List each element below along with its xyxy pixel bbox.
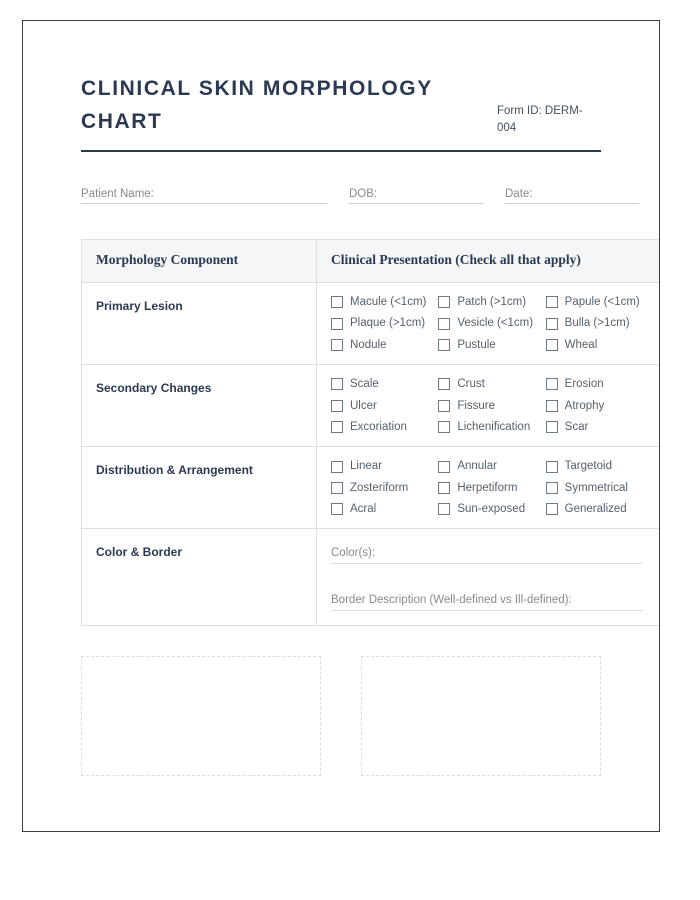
header-clinical-presentation: Clinical Presentation (Check all that apply) bbox=[317, 240, 660, 283]
placeholder-row bbox=[81, 656, 601, 776]
checkbox-icon[interactable] bbox=[331, 339, 343, 351]
morphology-table bbox=[81, 239, 660, 626]
checkbox-icon[interactable] bbox=[331, 296, 343, 308]
checkbox-item[interactable] bbox=[438, 295, 541, 309]
checkbox-item[interactable] bbox=[438, 377, 541, 391]
checkbox-label: Crust bbox=[457, 378, 485, 391]
checkbox-label: Patch (>1cm) bbox=[457, 296, 527, 309]
checkbox-label: Targetoid bbox=[564, 460, 612, 473]
dob-field[interactable] bbox=[349, 188, 483, 204]
checkbox-icon[interactable] bbox=[438, 339, 450, 351]
checkbox-item[interactable] bbox=[331, 399, 434, 413]
checkbox-icon[interactable] bbox=[546, 339, 558, 351]
checkbox-item[interactable] bbox=[331, 338, 434, 352]
checkbox-label: Annular bbox=[457, 460, 497, 473]
table-body bbox=[82, 283, 660, 626]
row-content-secondary-changes bbox=[317, 365, 660, 447]
header-morphology-component: Morphology Component bbox=[82, 240, 317, 283]
checkbox-label: Linear bbox=[350, 460, 382, 473]
checkbox-grid-primary-lesion bbox=[331, 295, 649, 352]
checkbox-item[interactable] bbox=[546, 459, 649, 473]
checkbox-icon[interactable] bbox=[546, 318, 558, 330]
row-content-primary-lesion bbox=[317, 283, 660, 365]
checkbox-label: Zosteriform bbox=[350, 481, 409, 494]
document-page bbox=[22, 20, 660, 832]
checkbox-item[interactable] bbox=[546, 338, 649, 352]
checkbox-label: Macule (<1cm) bbox=[350, 296, 427, 309]
checkbox-label: Bulla (>1cm) bbox=[564, 317, 630, 330]
checkbox-item[interactable] bbox=[438, 481, 541, 495]
checkbox-label: Scale bbox=[350, 378, 379, 391]
checkbox-item[interactable] bbox=[331, 420, 434, 434]
checkbox-label: Herpetiform bbox=[457, 481, 518, 494]
checkbox-label: Vesicle (<1cm) bbox=[457, 317, 534, 330]
checkbox-item[interactable] bbox=[438, 502, 541, 516]
checkbox-icon[interactable] bbox=[331, 461, 343, 473]
checkbox-label: Fissure bbox=[457, 399, 496, 412]
checkbox-grid-secondary-changes bbox=[331, 377, 649, 434]
checkbox-item[interactable] bbox=[331, 459, 434, 473]
checkbox-item[interactable] bbox=[331, 377, 434, 391]
checkbox-icon[interactable] bbox=[546, 503, 558, 515]
row-label-primary-lesion: Primary Lesion bbox=[82, 283, 317, 365]
checkbox-item[interactable] bbox=[438, 316, 541, 330]
checkbox-label: Nodule bbox=[350, 338, 387, 351]
checkbox-icon[interactable] bbox=[331, 503, 343, 515]
dob-label: DOB: bbox=[349, 188, 378, 201]
checkbox-item[interactable] bbox=[546, 481, 649, 495]
checkbox-icon[interactable] bbox=[438, 503, 450, 515]
table-row bbox=[82, 283, 660, 365]
checkbox-icon[interactable] bbox=[438, 296, 450, 308]
patient-info-row bbox=[81, 188, 601, 204]
checkbox-icon[interactable] bbox=[438, 400, 450, 412]
checkbox-item[interactable] bbox=[546, 420, 649, 434]
checkbox-label: Generalized bbox=[564, 503, 627, 516]
checkbox-item[interactable] bbox=[438, 459, 541, 473]
checkbox-grid-distribution bbox=[331, 459, 649, 516]
checkbox-icon[interactable] bbox=[438, 482, 450, 494]
checkbox-item[interactable] bbox=[331, 316, 434, 330]
row-label-color-border: Color & Border bbox=[82, 529, 317, 626]
checkbox-label: Ulcer bbox=[350, 399, 377, 412]
checkbox-label: Sun-exposed bbox=[457, 503, 526, 516]
checkbox-label: Plaque (>1cm) bbox=[350, 317, 426, 330]
checkbox-icon[interactable] bbox=[438, 461, 450, 473]
checkbox-item[interactable] bbox=[546, 316, 649, 330]
page-content bbox=[23, 21, 659, 776]
checkbox-icon[interactable] bbox=[331, 400, 343, 412]
checkbox-item[interactable] bbox=[546, 399, 649, 413]
checkbox-item[interactable] bbox=[546, 295, 649, 309]
checkbox-item[interactable] bbox=[546, 502, 649, 516]
checkbox-icon[interactable] bbox=[331, 482, 343, 494]
checkbox-icon[interactable] bbox=[331, 318, 343, 330]
table-row bbox=[82, 447, 660, 529]
page-title: CLINICAL SKIN MORPHOLOGY CHART bbox=[81, 77, 433, 133]
checkbox-item[interactable] bbox=[331, 481, 434, 495]
checkbox-item[interactable] bbox=[438, 399, 541, 413]
checkbox-label: Pustule bbox=[457, 338, 496, 351]
form-id-label: Form ID: DERM-004 bbox=[497, 105, 583, 135]
checkbox-label: Acral bbox=[350, 503, 377, 516]
checkbox-icon[interactable] bbox=[546, 421, 558, 433]
checkbox-icon[interactable] bbox=[546, 296, 558, 308]
checkbox-label: Symmetrical bbox=[564, 481, 628, 494]
checkbox-label: Atrophy bbox=[564, 399, 605, 412]
checkbox-item[interactable] bbox=[331, 502, 434, 516]
date-field[interactable] bbox=[505, 188, 639, 204]
checkbox-label: Wheal bbox=[564, 338, 598, 351]
checkbox-item[interactable] bbox=[438, 338, 541, 352]
table-row bbox=[82, 529, 660, 626]
checkbox-icon[interactable] bbox=[546, 378, 558, 390]
checkbox-label: Erosion bbox=[564, 378, 604, 391]
table-row bbox=[82, 365, 660, 447]
row-label-distribution-arrangement: Distribution & Arrangement bbox=[82, 447, 317, 529]
row-label-secondary-changes: Secondary Changes bbox=[82, 365, 317, 447]
table-header bbox=[82, 240, 660, 283]
checkbox-icon[interactable] bbox=[438, 378, 450, 390]
patient-name-label: Patient Name: bbox=[81, 188, 154, 201]
checkbox-icon[interactable] bbox=[438, 318, 450, 330]
checkbox-label: Scar bbox=[564, 420, 589, 433]
border-description-input[interactable] bbox=[331, 594, 643, 611]
row-content-color-border bbox=[317, 529, 660, 626]
checkbox-icon[interactable] bbox=[438, 421, 450, 433]
patient-name-field[interactable] bbox=[81, 188, 327, 204]
checkbox-icon[interactable] bbox=[546, 482, 558, 494]
document-header bbox=[81, 73, 601, 152]
checkbox-icon[interactable] bbox=[331, 378, 343, 390]
table-header-row bbox=[82, 240, 660, 283]
checkbox-label: Papule (<1cm) bbox=[564, 296, 640, 309]
checkbox-item[interactable] bbox=[331, 295, 434, 309]
checkbox-icon[interactable] bbox=[546, 461, 558, 473]
checkbox-item[interactable] bbox=[546, 377, 649, 391]
checkbox-item[interactable] bbox=[438, 420, 541, 434]
placeholder-box-right[interactable] bbox=[361, 656, 601, 776]
checkbox-icon[interactable] bbox=[546, 400, 558, 412]
checkbox-icon[interactable] bbox=[331, 421, 343, 433]
checkbox-label: Excoriation bbox=[350, 420, 407, 433]
date-label: Date: bbox=[505, 188, 533, 201]
row-content-distribution-arrangement bbox=[317, 447, 660, 529]
border-description-label: Border Description (Well-defined vs Ill-defined): bbox=[331, 594, 572, 607]
colors-label: Color(s): bbox=[331, 547, 376, 560]
colors-input[interactable] bbox=[331, 547, 643, 564]
placeholder-box-left[interactable] bbox=[81, 656, 321, 776]
checkbox-label: Lichenification bbox=[457, 420, 531, 433]
